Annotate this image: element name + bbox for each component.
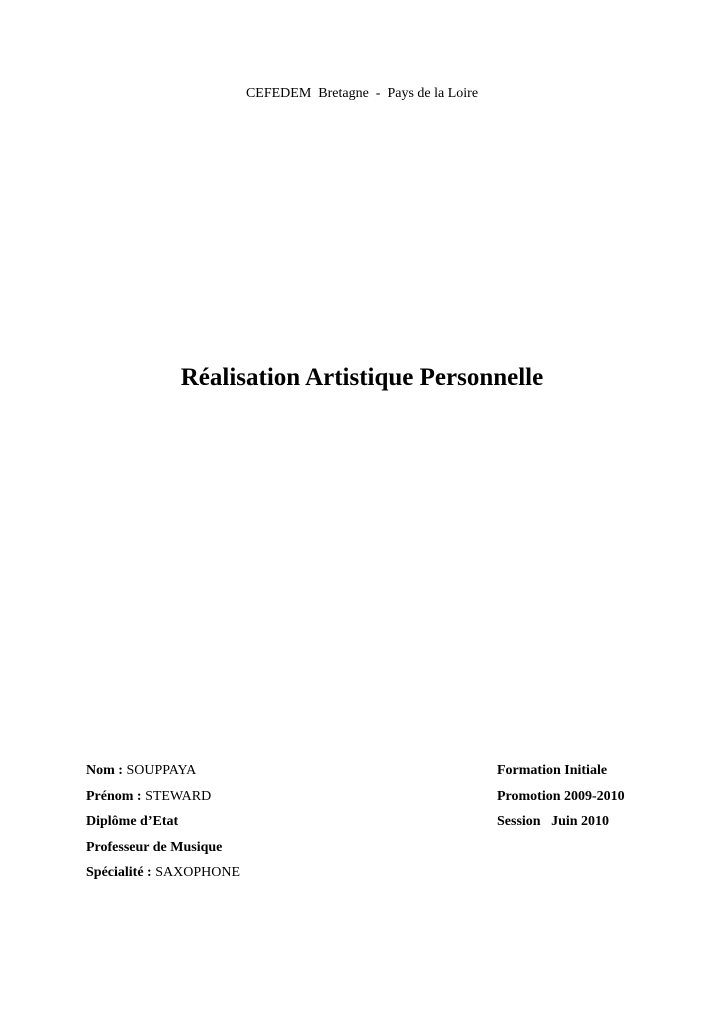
diplome-line: Diplôme d’Etat [86, 814, 179, 829]
specialite-label: Spécialité : [86, 865, 156, 880]
session-line: Session Juin 2010 [497, 814, 610, 829]
promotion-line: Promotion 2009-2010 [497, 788, 625, 804]
professeur-line: Professeur de Musique [86, 839, 223, 855]
specialite-value: SAXOPHONE [155, 865, 241, 880]
institution-header: CEFEDEM Bretagne - Pays de la Loire [245, 86, 479, 101]
nom-label: Nom : [86, 763, 127, 778]
document-title: Réalisation Artistique Personnelle [180, 364, 544, 391]
prenom-value: STEWARD [145, 788, 212, 804]
prenom-label: Prénom : [86, 788, 146, 804]
student-info [86, 758, 240, 886]
formation-info [497, 758, 625, 835]
specialite-row [86, 860, 240, 886]
formation-type: Formation Initiale [497, 763, 608, 778]
prenom-row [86, 784, 240, 810]
nom-value: SOUPPAYA [126, 763, 197, 778]
nom-row [86, 758, 240, 784]
